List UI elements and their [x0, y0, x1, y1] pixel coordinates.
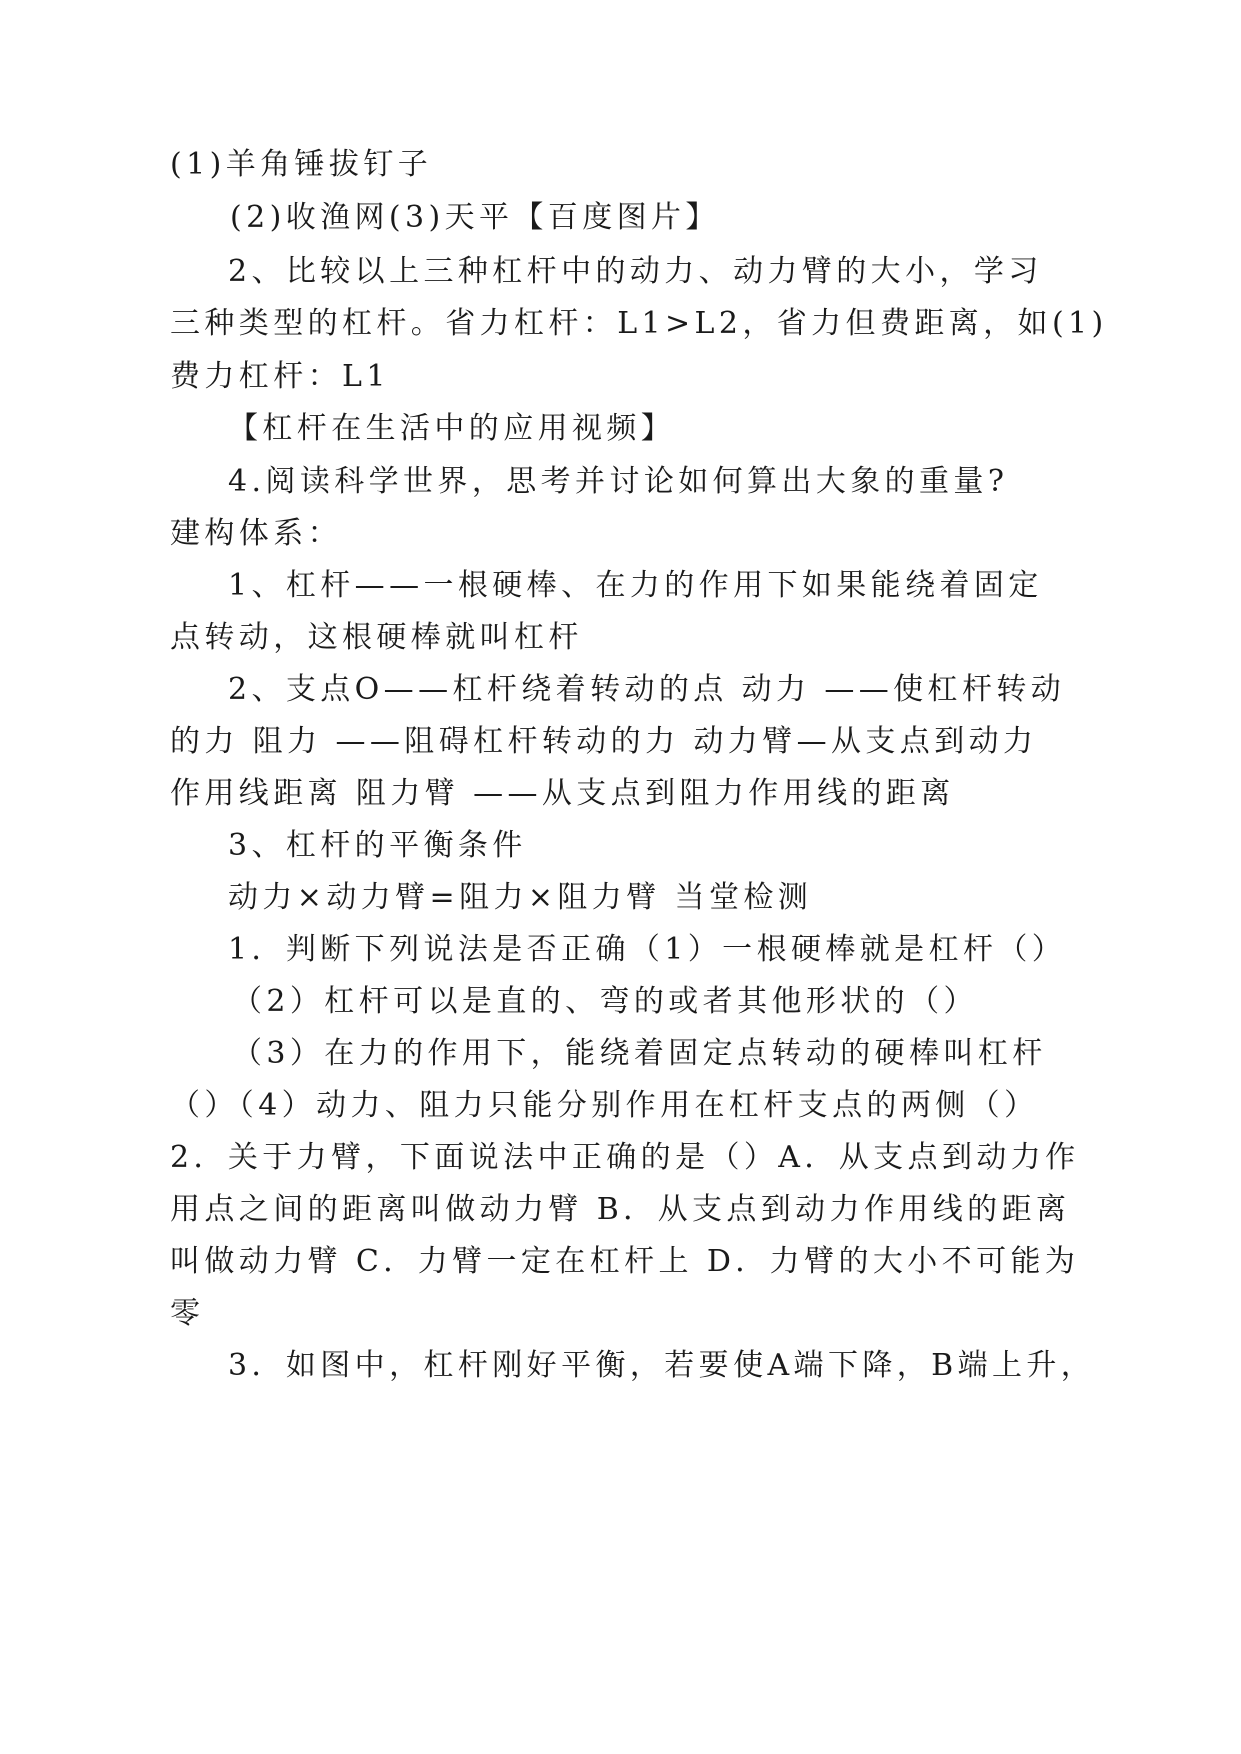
text-line: 4.阅读科学世界，思考并讨论如何算出大象的重量?: [228, 464, 1009, 499]
text-line: 【杠杆在生活中的应用视频】: [228, 411, 676, 446]
text-line: 2、比较以上三种杠杆中的动力、动力臂的大小，学习: [228, 254, 1043, 289]
text-line: 2、支点O——杠杆绕着转动的点 动力 ——使杠杆转动: [228, 672, 1066, 707]
text-line: 三种类型的杠杆。省力杠杆：L1>L2，省力但费距离，如(1): [170, 306, 1108, 341]
text-line: 作用线距离 阻力臂 ——从支点到阻力作用线的距离: [170, 776, 955, 811]
text-line: (1)羊角锤拔钉子: [170, 147, 433, 182]
text-line: 零: [170, 1296, 205, 1331]
text-line: 的力 阻力 ——阻碍杠杆转动的力 动力臂—从支点到动力: [170, 724, 1038, 759]
text-line: 动力×动力臂=阻力×阻力臂 当堂检测: [228, 880, 813, 915]
text-line: 叫做动力臂 C．力臂一定在杠杆上 D．力臂的大小不可能为: [170, 1244, 1080, 1279]
text-line: 1、杠杆——一根硬棒、在力的作用下如果能绕着固定: [228, 568, 1043, 603]
text-line: （3）在力的作用下，能绕着固定点转动的硬棒叫杠杆: [232, 1036, 1047, 1071]
text-line: (2)收渔网(3)天平【百度图片】: [230, 200, 720, 235]
text-line: （2）杠杆可以是直的、弯的或者其他形状的（）: [232, 984, 978, 1019]
text-line: 用点之间的距离叫做动力臂 B．从支点到动力作用线的距离: [170, 1192, 1071, 1227]
text-line: 点转动，这根硬棒就叫杠杆: [170, 620, 583, 655]
text-line: 3．如图中，杠杆刚好平衡，若要使A端下降，B端上升，: [228, 1348, 1096, 1383]
text-line: （）（4）动力、阻力只能分别作用在杠杆支点的两侧（）: [170, 1088, 1039, 1123]
text-line: 建构体系：: [170, 516, 342, 551]
text-line: 1．判断下列说法是否正确（1）一根硬棒就是杠杆（）: [228, 932, 1067, 967]
text-line: 费力杠杆：L1: [170, 359, 390, 394]
text-line: 2．关于力臂，下面说法中正确的是（）A．从支点到动力作: [170, 1140, 1080, 1175]
text-line: 3、杠杆的平衡条件: [228, 828, 527, 863]
